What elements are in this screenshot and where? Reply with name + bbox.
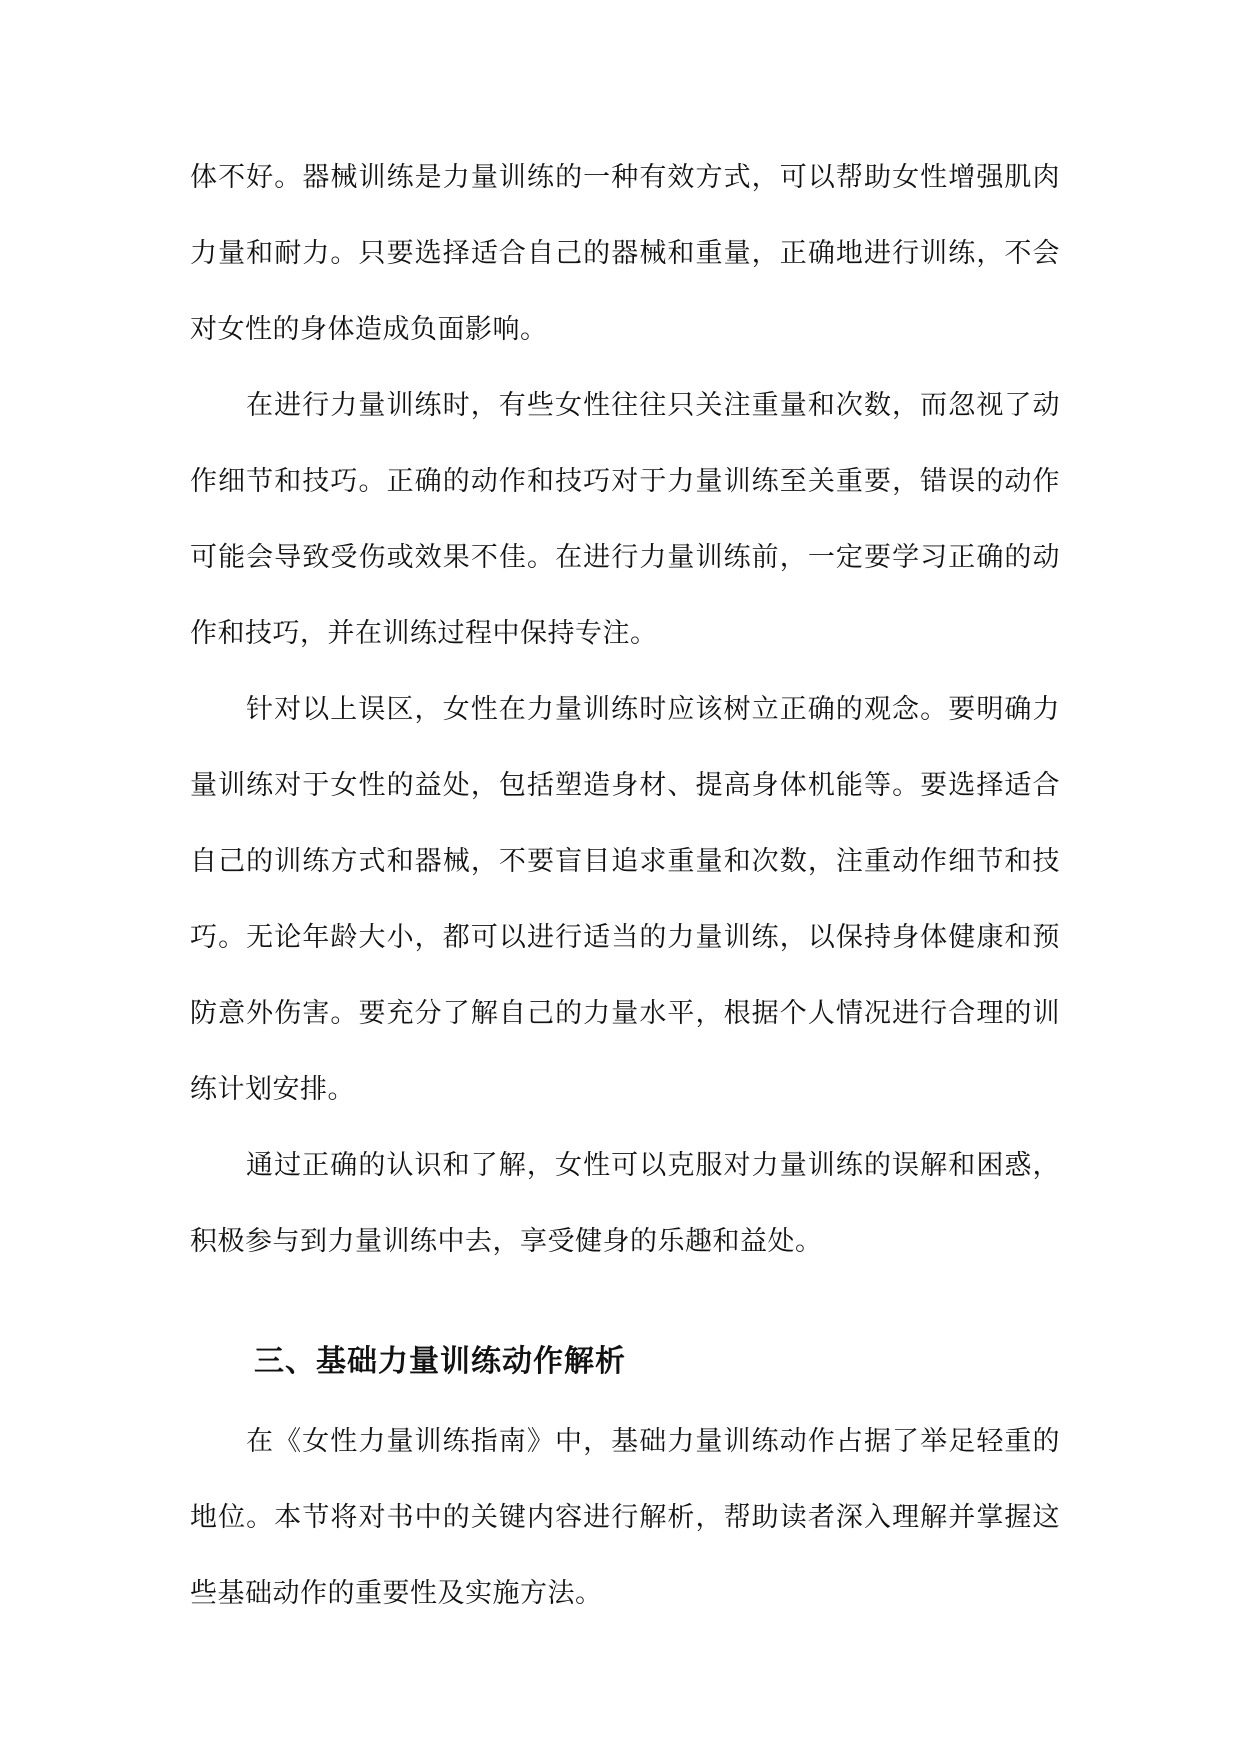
paragraph-section-intro: 在《女性力量训练指南》中，基础力量训练动作占据了举足轻重的地位。本节将对书中的关键内容进行解析，帮助读者深入理解并掌握这些基础动作的重要性及实施方法。 <box>190 1426 1060 1609</box>
paragraph-misconceptions: 针对以上误区，女性在力量训练时应该树立正确的观念。要明确力量训练对于女性的益处，包括塑造身材、提高身体机能等。要选择适合自己的训练方式和器械，不要盲目追求重量和次数，注重动作细节和技巧。无论年龄大小，都可以进行适当的力量训练，以保持身体健康和预防意外伤害。要充分了解自己的力量水平，根据个人情况进行合理的训练计划安排。 <box>190 694 1060 1105</box>
page-content <box>190 140 1060 1632</box>
paragraph-continuation: 体不好。器械训练是力量训练的一种有效方式，可以帮助女性增强肌肉力量和耐力。只要选择适合自己的器械和重量，正确地进行训练，不会对女性的身体造成负面影响。 <box>190 162 1060 345</box>
paragraph-conclusion: 通过正确的认识和了解，女性可以克服对力量训练的误解和困惑，积极参与到力量训练中去，享受健身的乐趣和益处。 <box>190 1150 1060 1257</box>
paragraph-technique: 在进行力量训练时，有些女性往往只关注重量和次数，而忽视了动作细节和技巧。正确的动作和技巧对于力量训练至关重要，错误的动作可能会导致受伤或效果不佳。在进行力量训练前，一定要学习正确的动作和技巧，并在训练过程中保持专注。 <box>190 390 1060 649</box>
section-heading: 三、基础力量训练动作解析 <box>254 1344 626 1379</box>
